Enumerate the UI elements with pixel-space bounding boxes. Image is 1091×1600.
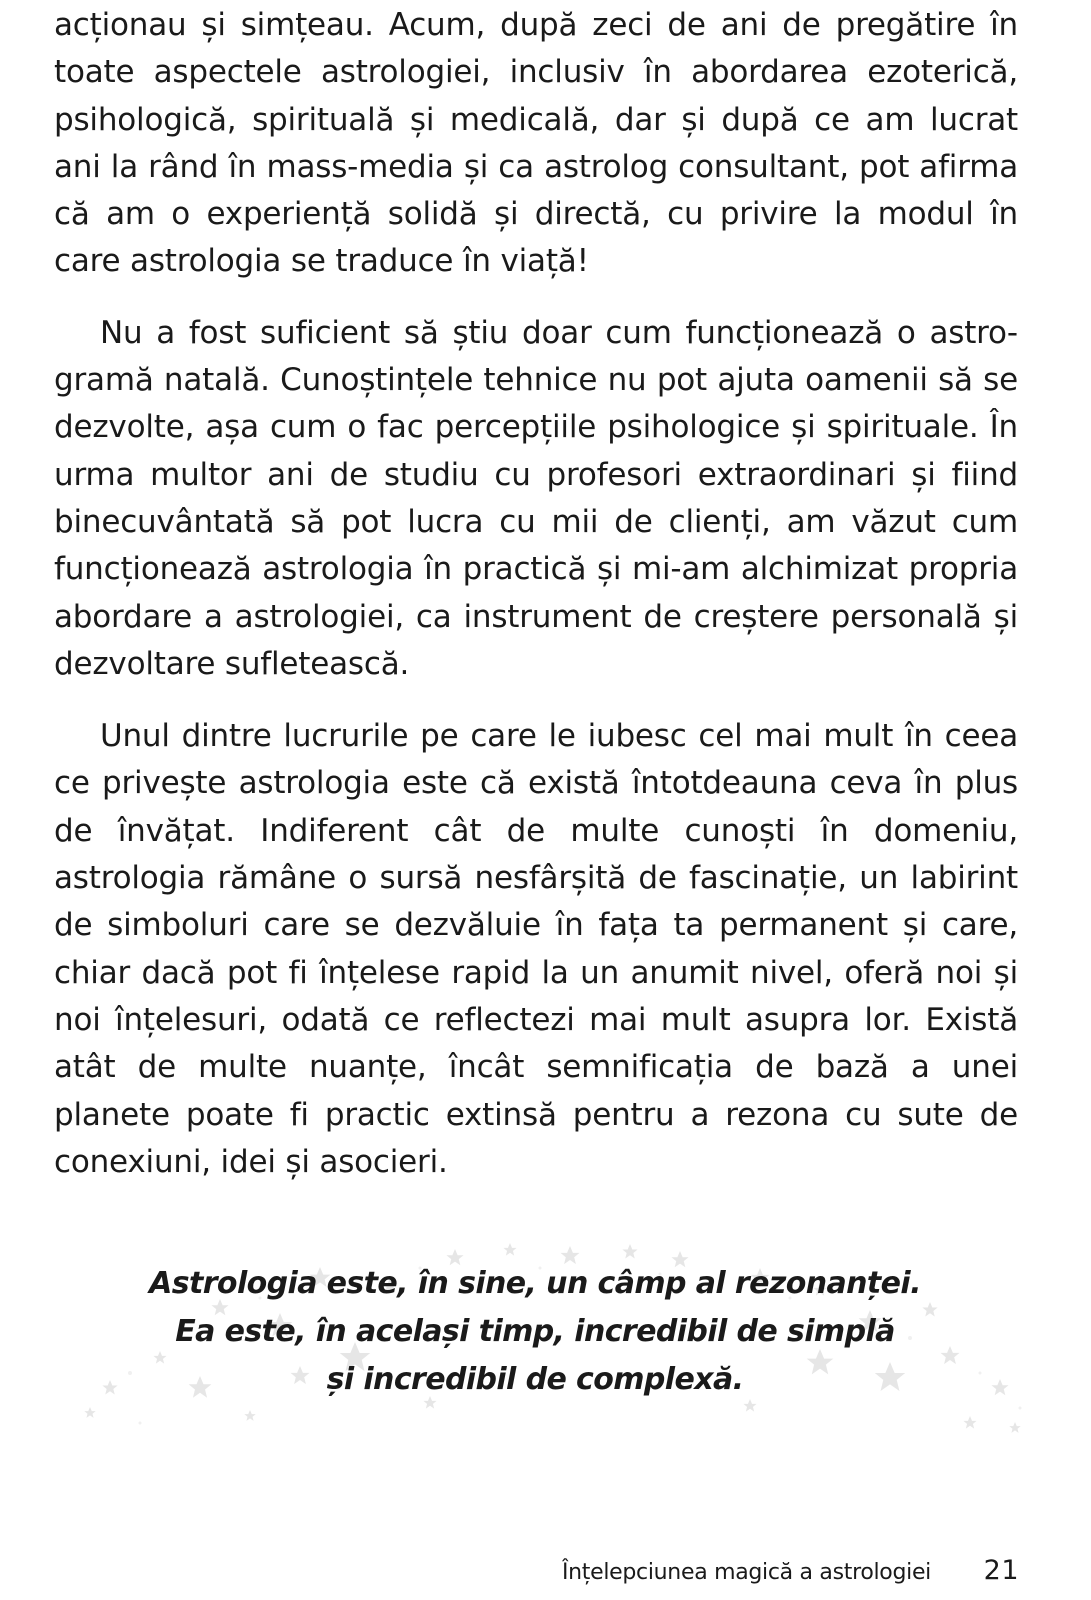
quote-line-2: Ea este, în același timp, incredibil de simplă (175, 1314, 895, 1349)
paragraph-1: acționau și simțeau. Acum, după zeci de ani de pregătire în toate aspectele astrologiei, inclusiv în abordarea ezoterică, psihologică, spirituală și medicală, dar și după ce am lucrat ani la rând în mass-media și ca astrolog consultant, pot afirma că am o experiență solidă și directă, cu privire la modul în care astrologia se traduce în viață! (54, 7, 1018, 280)
body-text (54, 2, 1018, 1186)
quote-text (70, 1260, 1000, 1404)
paragraph-2: Nu a fost suficient să știu doar cum funcționează o astrogramă natală. Cunoștințele tehnice nu pot ajuta oamenii să se dezvolte, așa cum o fac percepțiile psihologice și spirituale. În urma multor ani de studiu cu profesori extraordinari și fiind binecuvântată să pot lucra cu mii de clienți, am văzut cum funcționează astrologia în practică și mi-am alchimizat propria abordare a astrologiei, ca instrument de creștere personală și dezvoltare sufletească. (54, 314, 1018, 682)
paragraph-3: Unul dintre lucrurile pe care le iubesc cel mai mult în ceea ce privește astrologia este că există întotdeauna ceva în plus de învățat. Indiferent cât de multe cunoști în domeniu, astrologia rămâne o sursă nesfârșită de fascinație, un labirint de simboluri care se dezvăluie în fața ta permanent și care, chiar dacă pot fi înțelese rapid la un anumit nivel, oferă noi și noi înțelesuri, odată ce reflectezi mai mult asupra lor. Există atât de multe nuanțe, încât semnificația de bază a unei planete poate fi practic extinsă pentru a rezona cu sute de conexiuni, idei și asocieri. (54, 718, 1018, 1180)
page-number: 21 (983, 1555, 1019, 1586)
quote-line-1: Astrologia este, în sine, un câmp al rezonanței. (149, 1266, 921, 1301)
quote-line-3: și incredibil de complexă. (326, 1362, 744, 1397)
pull-quote (70, 1238, 1030, 1438)
running-footer-title: Înțelepciunea magică a astrologiei (561, 1560, 931, 1585)
